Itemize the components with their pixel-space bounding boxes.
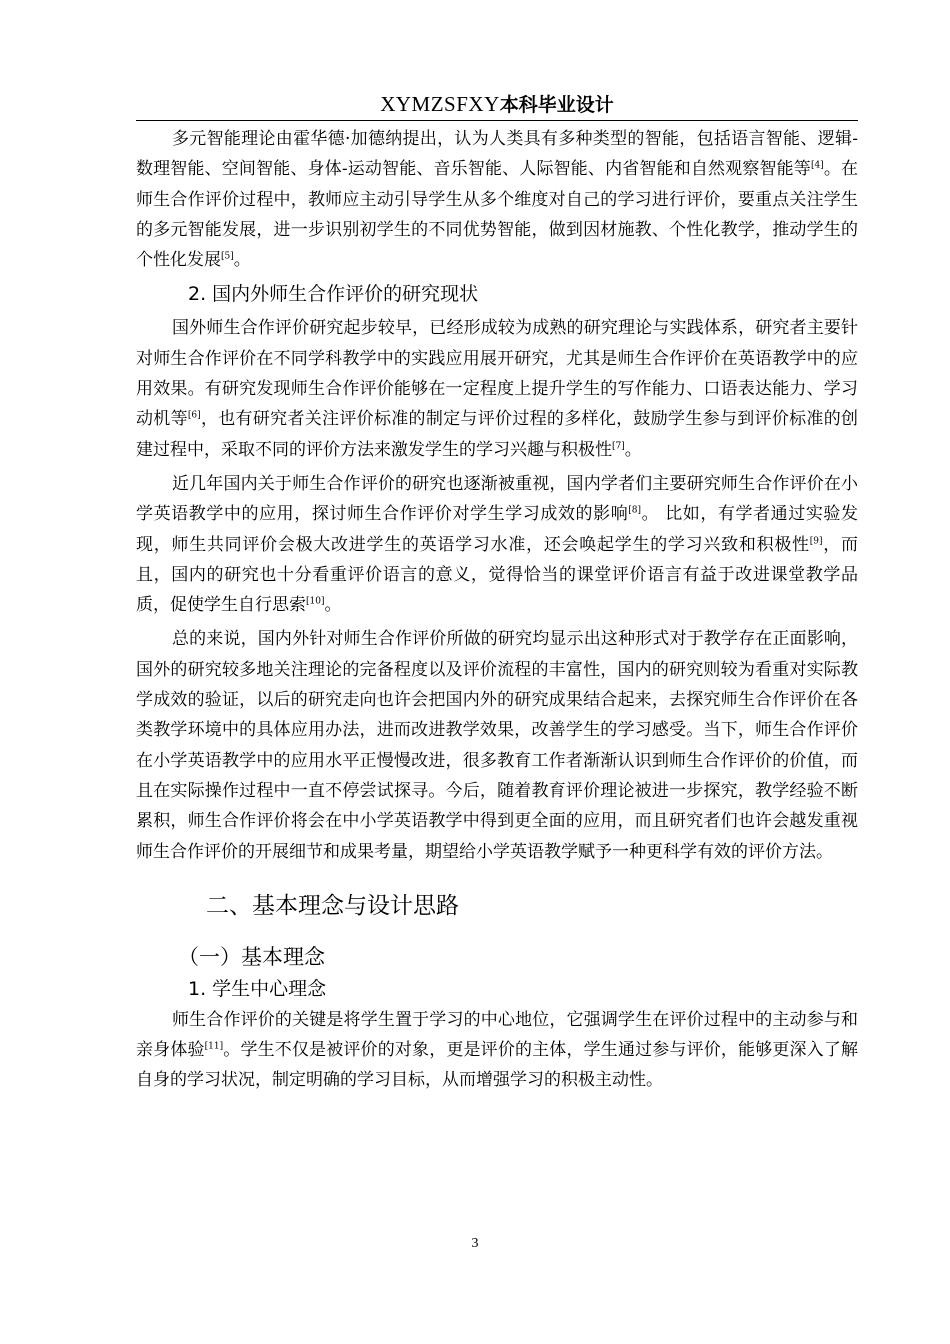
citation: [5]	[221, 251, 234, 262]
citation: [4]	[810, 160, 824, 171]
page-number: 3	[471, 1236, 479, 1251]
citation: [10]	[306, 596, 325, 607]
paragraph-domestic-research: 近几年国内关于师生合作评价的研究也逐渐被重视，国内学者们主要研究师生合作评价在小学英语教学中的应用，探讨师生合作评价对学生学习成效的影响[8]。 比如，有学者通过实验发现，师生共同评价会极大改进学生的英语学习水准，还会唤起学生的学习兴致和积极性[9]，而且，国内的研究也十分看重评价语言的意义，觉得恰当的课堂评价语言有益于改进课堂教学品质，促使学生自行思索[10]。	[136, 473, 859, 616]
citation: [7]	[612, 441, 625, 452]
paragraph-multiple-intelligences: 多元智能理论由霍华德·加德纳提出，认为人类具有多种类型的智能，包括语言智能、逻辑-数理智能、空间智能、身体-运动智能、音乐智能、人际智能、内省智能和自然观察智能等[4]。在师生合作评价过程中，教师应主动引导学生从多个维度对自己的学习进行评价，要重点关注学生的多元智能发展，进一步识别初学生的不同优势智能，做到因材施教、个性化教学，推动学生的个性化发展[5]。	[136, 129, 858, 271]
paragraph-student-centered: 师生合作评价的关键是将学生置于学习的中心地位，它强调学生在评价过程中的主动参与和亲身体验[11]。学生不仅是被评价的对象，更是评价的主体，学生通过参与评价，能够更深入了解自身的学习状况，制定明确的学习目标，从而增强学习的积极主动性。	[136, 1009, 859, 1091]
paragraph-foreign-research: 国外师生合作评价研究起步较早，已经形成较为成熟的研究理论与实践体系，研究者主要针对师生合作评价在不同学科教学中的实践应用展开研究，尤其是师生合作评价在英语教学中的应用效果。有研究发现师生合作评价能够在一定程度上提升学生的写作能力、口语表达能力、学习动机等[6]，也有研究者关注评价标准的制定与评价过程的多样化，鼓励学生参与到评价标准的创建过程中，采取不同的评价方法来激发学生的学习兴趣与积极性[7]。	[136, 318, 859, 460]
document-body	[136, 124, 858, 1096]
subsection-heading-research-status: 2. 国内外师生合作评价的研究现状	[188, 283, 479, 306]
citation: [11]	[204, 1041, 224, 1052]
citation: [6]	[187, 410, 201, 421]
page-header	[136, 86, 858, 121]
citation: [9]	[809, 535, 823, 546]
section-heading: 二、基本理念与设计思路	[206, 892, 459, 919]
group-heading: （一）基本理念	[178, 944, 325, 969]
subsection-heading-student-centered: 1. 学生中心理念	[188, 977, 327, 1000]
paragraph-summary: 总的来说，国内外针对师生合作评价所做的研究均显示出这种形式对于教学存在正面影响，国外的研究较多地关注理论的完备程度以及评价流程的丰富性，国内的研究则较为看重对实际教学成效的验证，以后的研究走向也许会把国内外的研究成果结合起来，去探究师生合作评价在各类教学环境中的具体应用办法，进而改进教学效果，改善学生的学习感受。当下，师生合作评价在小学英语教学中的应用水平正慢慢改进，很多教育工作者渐渐认识到师生合作评价的价值，而且在实际操作过程中一直不停尝试探寻。今后，随着教育评价理论被进一步探究，教学经验不断累积，师生合作评价将会在中小学英语教学中得到更全面的应用，而且研究者们也许会越发重视师生合作评价的开展细节和成果考量，期望给小学英语教学赋予一种更科学有效的评价方法。	[136, 629, 858, 862]
header-code: XYMZSFXY	[380, 92, 500, 116]
header-label: 本科毕业设计	[499, 94, 614, 116]
citation: [8]	[628, 505, 642, 516]
